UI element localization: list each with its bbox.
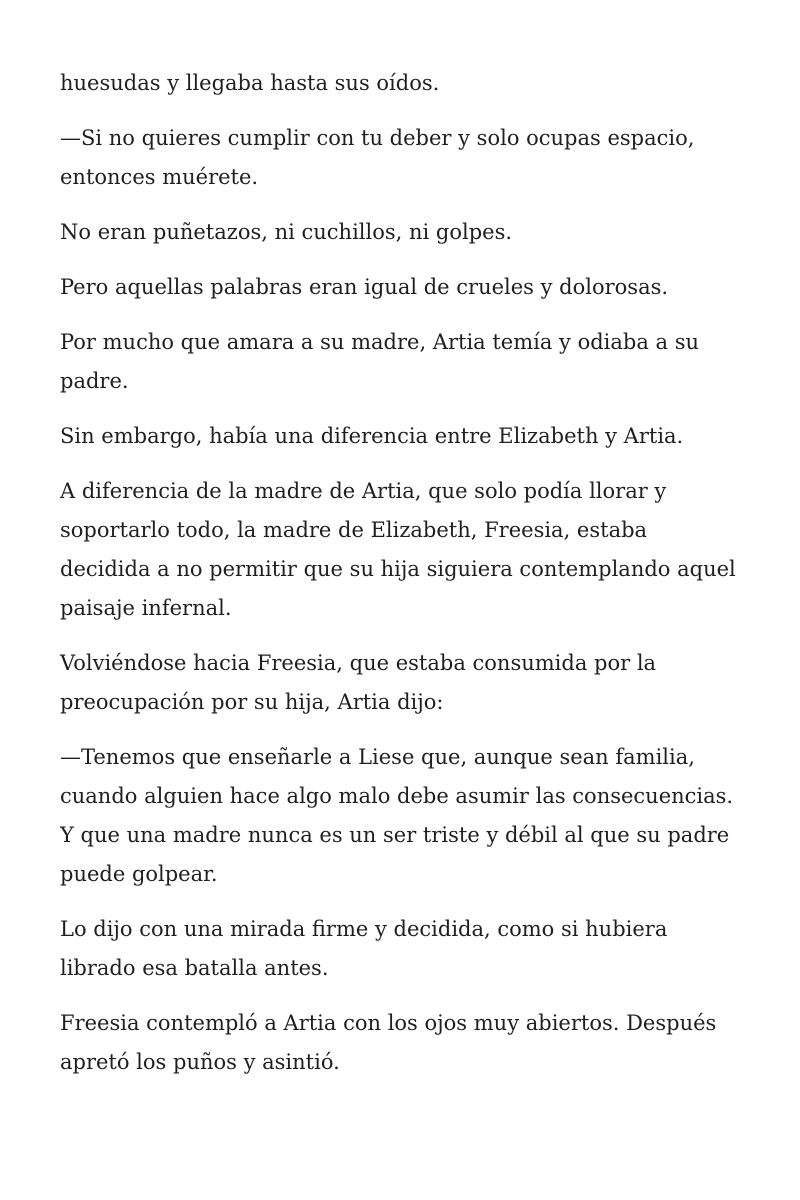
paragraph: Lo dijo con una mirada firme y decidida, como si hubiera librado esa batalla antes. — [60, 917, 668, 980]
paragraph: Pero aquellas palabras eran igual de crueles y dolorosas. — [60, 275, 669, 299]
paragraph: —Si no quieres cumplir con tu deber y solo ocupas espacio, entonces muérete. — [60, 126, 695, 189]
paragraph: Freesia contempló a Artia con los ojos muy abiertos. Después apretó los puños y asintió. — [60, 1011, 717, 1074]
paragraph: Volviéndose hacia Freesia, que estaba consumida por la preocupación por su hija, Artia dijo: — [60, 651, 657, 714]
paragraph: huesudas y llegaba hasta sus oídos. — [60, 71, 440, 95]
paragraph: Sin embargo, había una diferencia entre Elizabeth y Artia. — [60, 424, 684, 448]
paragraph: No eran puñetazos, ni cuchillos, ni golpes. — [60, 220, 513, 244]
paragraph: —Tenemos que enseñarle a Liese que, aunque sean familia, cuando alguien hace algo malo debe asumir las consecuencias. Y que una madre nunca es un ser triste y débil al que su padre puede golpear. — [60, 745, 734, 886]
paragraph: Por mucho que amara a su madre, Artia temía y odiaba a su padre. — [60, 330, 700, 393]
paragraph: A diferencia de la madre de Artia, que solo podía llorar y soportarlo todo, la madre de Elizabeth, Freesia, estaba decidida a no permitir que su hija siguiera contemplando aquel paisaje infernal. — [60, 479, 736, 620]
